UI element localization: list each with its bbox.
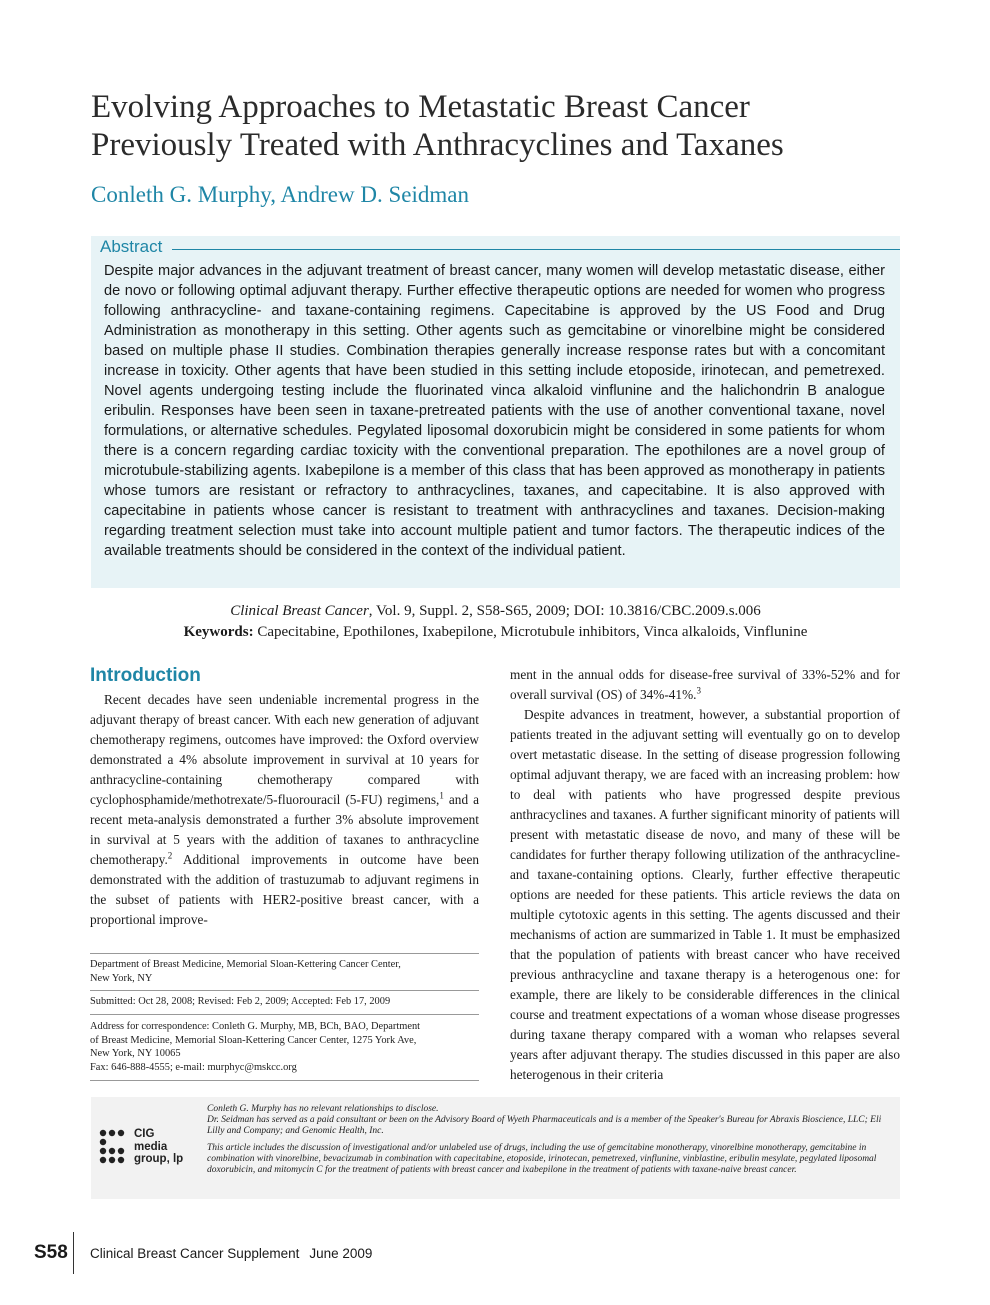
affiliation-rule [90, 990, 479, 991]
reference-link[interactable]: 1 [439, 790, 444, 801]
correspondence-line: Fax: 646-888-4555; e-mail: murphyc@mskcc.org [90, 1061, 297, 1073]
title-line-1: Evolving Approaches to Metastatic Breast Cancer [91, 89, 750, 125]
intro-text: ment in the annual odds for disease-free survival of 33%-52% and for overall survival (OS) of 34%-41%. [510, 667, 900, 702]
affiliation-department [90, 958, 479, 985]
reference-link[interactable]: 2 [167, 850, 173, 861]
disclosure-paragraph: This article includes the discussion of investigational and/or unlabeled use of drugs, including the use of gemcitabine monotherapy, vinorelbine monotherapy, gemcitabine in combination with vinorelbine, bevacizumab in combination with capecitabine, etoposide, irinotecan, pemetrexed, vinflunine, vinblastine, eribulin mesylate, pegylated liposomal doxorubicin, and mitomycin C for the treatment of patients with breast cancer and ixabepilone in the treatment of patients with taxane-naive breast cancer. [207, 1143, 877, 1175]
intro-text: and a recent meta-analysis demonstrated a further 3% absolute improvement in survival at 5 years with the addition of taxanes to anthracycline chemotherapy. [90, 792, 480, 867]
intro-paragraph-2: Despite advances in treatment, however, a substantial proportion of patients treated in the adjuvant setting will eventually go on to develop overt metastatic disease. In the setting of disease progression following optimal adjuvant therapy, we are faced with an increasing problem: how to deal with patients who have progressed despite previous anthracyclines and taxanes. A further significant minority of patients will present with metastatic disease de novo, and many of these will be candidates for further therapy following utilization of the anthracycline- and taxane-containing options. Clearly, further effective therapeutic options are needed for these patients. This article reviews the data on multiple cytotoxic agents in this setting. The agents discussed and their mechanisms of action are summarized in Table 1. It must be emphasized that the population of patients with breast cancer who have received previous anthracycline and taxane therapy is a heterogenous one: for example, there are likely to be considerable differences in the clinical course and treatment expectations of a woman whose disease progresses during taxane therapy compared with a woman who relapses several years after adjuvant therapy. The studies discussed in this paper are also heterogenous in their criteria [510, 707, 900, 1082]
correspondence-address [90, 1020, 479, 1074]
affiliation-rule [90, 953, 479, 954]
citation-journal: Clinical Breast Cancer [230, 603, 369, 619]
affiliation-rule [90, 1080, 479, 1081]
abstract-text: Despite major advances in the adjuvant treatment of breast cancer, many women will develop metastatic disease, either de novo or following optimal adjuvant therapy. Further effective therapeutic options are needed for women who progress following anthracycline- and taxane-containing regimens. Capecitabine is approved by the US Food and Drug Administration as monotherapy in this setting. Other agents such as gemcitabine or vinorelbine might be considered based on multiple phase II studies. Combination therapies generally increase response rates but with a concomitant increase in toxicity. Other agents that have been studied in this setting include etoposide, irinotecan, and pemetrexed. Novel agents undergoing testing include the fluorinated vinca alkaloid vinflunine and the halichondrin B analogue eribulin. Responses have been seen in taxane-pretreated patients with the use of another conventional taxane, novel formulations, or alternative schedules. Pegylated liposomal doxorubicin might be considered in some patients for whom there is a concern regarding cardiac toxicity with the conventional preparation. The epothilones are a novel group of microtubule-stabilizing agents. Ixabepilone is a member of this class that has been approved as monotherapy in patients whose tumors are resistant or refractory to anthracyclines, taxanes, and capecitabine. It is also approved with capecitabine in patients whose cancer is resistant to treatment with anthracyclines and taxanes. Decision-making regarding treatment selection must take into account multiple patient and tumor factors. The therapeutic indices of the available treatments should be considered in the context of the individual patient. [104, 263, 885, 559]
intro-text: Additional improvements in outcome have been demonstrated with the addition of trastuzumab to adjuvant regimens in the subset of patients with HER2-positive breast cancer, with a proportional improve- [90, 852, 479, 927]
author-list: Conleth G. Murphy, Andrew D. Seidman [91, 182, 469, 207]
abstract-label: Abstract [100, 237, 163, 256]
issue-date: June 2009 [309, 1246, 373, 1261]
logo-line: group, lp [134, 1153, 184, 1165]
right-column [510, 665, 900, 1085]
disclosure-paragraph [207, 1104, 887, 1137]
title-line-2: Previously Treated with Anthracyclines and Taxanes [91, 127, 784, 163]
reference-link[interactable]: 3 [696, 685, 701, 696]
logo-line: media [134, 1140, 168, 1153]
keywords-label: Keywords: [183, 624, 254, 640]
affiliation-rule [90, 1014, 479, 1015]
keywords-list: Capecitabine, Epothilones, Ixabepilone, Microtubule inhibitors, Vinca alkaloids, Vinflunine [257, 624, 808, 640]
intro-paragraph-1 [90, 690, 479, 930]
disclosure-line: Conleth G. Murphy has no relevant relationships to disclose. [207, 1104, 439, 1114]
left-column [90, 690, 479, 930]
disclosure-text [207, 1104, 887, 1182]
correspondence-line: of Breast Medicine, Memorial Sloan-Kettering Cancer Center, 1275 York Ave, [90, 1034, 417, 1046]
page-number-rule [73, 1232, 74, 1274]
intro-paragraph-continued [510, 665, 900, 705]
running-title: Clinical Breast Cancer Supplement [90, 1246, 300, 1261]
affiliation-line: New York, NY [90, 972, 153, 984]
citation [91, 601, 900, 621]
running-footer [90, 1246, 372, 1261]
affiliation-line: Department of Breast Medicine, Memorial Sloan-Kettering Cancer Center, [90, 959, 401, 970]
article-title [91, 88, 911, 164]
section-heading-introduction: Introduction [90, 665, 201, 686]
intro-text: Recent decades have seen undeniable incremental progress in the adjuvant therapy of breast cancer. With each new generation of adjuvant chemotherapy regimens, outcomes have improved: the Oxford overview demonstrated a 4% absolute improvement in survival at 10 years for anthracycline-containing chemotherapy compared with cyclophosphamide/methotrexate/5-fluorouracil (5-FU) regimens, [90, 692, 479, 807]
keywords [91, 622, 900, 642]
publisher-logo-text [134, 1128, 183, 1166]
abstract-rule [172, 249, 900, 250]
citation-details: , Vol. 9, Suppl. 2, S58-S65, 2009; DOI: 10.3816/CBC.2009.s.006 [368, 603, 761, 619]
disclosure-line: Dr. Seidman has served as a paid consultant or been on the Advisory Board of Wyeth Pharmaceuticals and is a member of the Speaker's Bureau for Abraxis Bioscience, LLC; Eli Lilly and Company; and Genomic Health, Inc. [207, 1115, 882, 1136]
submission-dates: Submitted: Oct 28, 2008; Revised: Feb 2, 2009; Accepted: Feb 17, 2009 [90, 996, 391, 1007]
page-number: S58 [34, 1242, 68, 1263]
logo-line: CIG [134, 1128, 155, 1140]
correspondence-line: New York, NY 10065 [90, 1048, 181, 1059]
correspondence-line: Address for correspondence: Conleth G. Murphy, MB, BCh, BAO, Department [90, 1021, 421, 1032]
